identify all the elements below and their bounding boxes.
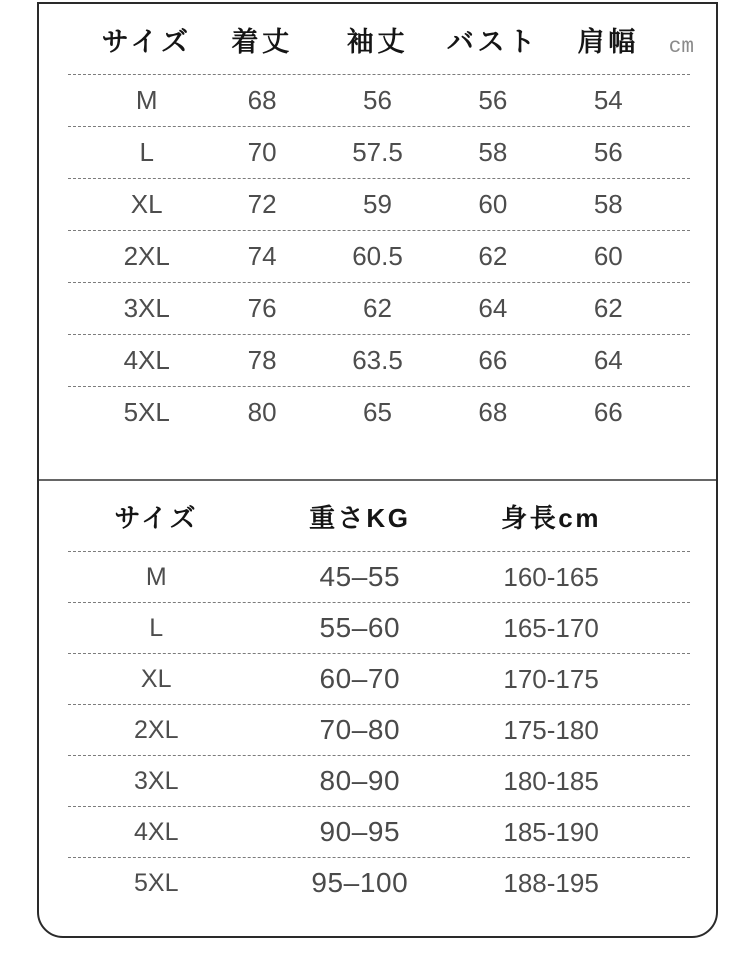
header-size: サイズ (101, 26, 192, 57)
table-row (39, 75, 716, 126)
header-height: 身長cm (501, 502, 602, 533)
size-cell: XL (140, 664, 172, 693)
value-cell: 188-195 (503, 867, 599, 898)
table-row (39, 654, 716, 704)
table-row (39, 231, 716, 282)
value-cell: 64 (593, 345, 623, 375)
value-cell: 60–70 (319, 663, 401, 694)
size-cell: 3XL (123, 293, 170, 323)
header-sleeve: 袖丈 (346, 26, 409, 57)
size-cell: L (149, 613, 164, 642)
value-cell: 60 (593, 241, 623, 271)
value-cell: 76 (247, 293, 277, 323)
value-cell: 55–60 (319, 612, 401, 643)
value-cell: 62 (478, 241, 508, 271)
table-row (39, 858, 716, 908)
weight-height-table-body (39, 552, 716, 908)
value-cell: 57.5 (352, 137, 403, 167)
unit-label-cm: cm (668, 36, 694, 59)
measurement-table (39, 4, 716, 479)
value-cell: 58 (593, 189, 623, 219)
value-cell: 70–80 (319, 714, 401, 745)
value-cell: 56 (593, 137, 623, 167)
value-cell: 65 (363, 397, 392, 427)
weight-height-header-row (39, 481, 716, 551)
table-row (39, 807, 716, 857)
header-shoulder: 肩幅 (577, 26, 640, 57)
value-cell: 175-180 (503, 714, 599, 745)
value-cell: 70 (247, 137, 277, 167)
value-cell: 59 (363, 189, 392, 219)
value-cell: 160-165 (503, 561, 599, 592)
size-cell: XL (130, 189, 163, 219)
table-row (39, 127, 716, 178)
value-cell: 56 (363, 85, 392, 115)
size-cell: M (145, 562, 167, 591)
value-cell: 68 (247, 85, 277, 115)
size-cell: 5XL (133, 868, 179, 897)
table-row (39, 603, 716, 653)
table-row (39, 552, 716, 602)
value-cell: 185-190 (503, 816, 599, 847)
size-cell: 2XL (123, 241, 170, 271)
measurement-table-body (39, 75, 716, 438)
value-cell: 60 (478, 189, 508, 219)
value-cell: 62 (593, 293, 623, 323)
measurement-table-header-row (39, 4, 716, 74)
value-cell: 45–55 (319, 561, 401, 592)
value-cell: 68 (478, 397, 508, 427)
size-cell: M (135, 85, 158, 115)
value-cell: 66 (478, 345, 508, 375)
value-cell: 56 (478, 85, 508, 115)
value-cell: 54 (593, 85, 623, 115)
value-cell: 60.5 (352, 241, 403, 271)
value-cell: 165-170 (503, 612, 599, 643)
spacer (39, 438, 716, 479)
size-cell: 3XL (133, 766, 179, 795)
value-cell: 78 (247, 345, 277, 375)
header-length: 着丈 (231, 26, 293, 57)
table-row (39, 756, 716, 806)
table-row (39, 179, 716, 230)
size-chart-card (37, 2, 718, 938)
table-row (39, 387, 716, 438)
value-cell: 66 (593, 397, 623, 427)
table-row (39, 283, 716, 334)
size-cell: 4XL (133, 817, 179, 846)
header-size: サイズ (114, 502, 199, 533)
value-cell: 58 (478, 137, 508, 167)
value-cell: 95–100 (311, 867, 409, 898)
value-cell: 170-175 (503, 663, 599, 694)
value-cell: 64 (478, 293, 508, 323)
value-cell: 90–95 (319, 816, 401, 847)
weight-height-table (39, 481, 716, 908)
value-cell: 63.5 (352, 345, 403, 375)
header-bust: バスト (446, 26, 540, 57)
value-cell: 80 (247, 397, 277, 427)
value-cell: 80–90 (319, 765, 401, 796)
table-row (39, 705, 716, 755)
size-cell: 4XL (123, 345, 170, 375)
size-cell: 5XL (123, 397, 170, 427)
value-cell: 180-185 (503, 765, 599, 796)
value-cell: 72 (247, 189, 277, 219)
table-row (39, 335, 716, 386)
header-weight: 重さKG (309, 502, 411, 533)
value-cell: 74 (247, 241, 277, 271)
size-cell: 2XL (133, 715, 179, 744)
size-cell: L (139, 137, 154, 167)
value-cell: 62 (363, 293, 392, 323)
